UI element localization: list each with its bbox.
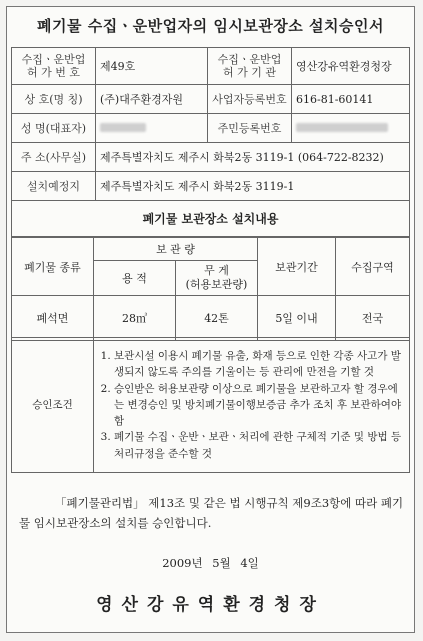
header-weight-main: 무 게 <box>204 264 229 278</box>
company-label: 상 호(명 칭) <box>12 85 96 114</box>
conditions-list <box>94 338 410 473</box>
bizno-value: 616-81-60141 <box>292 85 410 114</box>
company-value: (주)대주환경자원 <box>96 85 208 114</box>
condition-item: 2. 승인받은 허용보관량 이상으로 폐기물을 보관하고자 할 경우에는 변경승인 및 방치폐기물이행보증금 추가 조치 후 보관하여야 함 <box>114 381 405 430</box>
header-volume: 용 적 <box>94 261 176 296</box>
address-label: 주 소(사무실) <box>12 143 96 172</box>
name-label: 성 명(대표자) <box>12 114 96 143</box>
row-area: 전국 <box>336 296 410 341</box>
condition-item: 1. 보관시설 이용시 폐기물 유출, 화재 등으로 인한 각종 사고가 발생되지 않도록 주의를 기울이는 등 관리에 만전을 기할 것 <box>114 348 405 381</box>
header-weight-sub: (허용보관량) <box>185 278 248 291</box>
storage-table <box>11 237 410 341</box>
certificate-document <box>6 6 415 633</box>
row-volume: 28㎥ <box>94 296 176 341</box>
header-period: 보관기간 <box>258 238 336 296</box>
issue-date: 2009년 5월 4일 <box>162 556 259 570</box>
permit-agency-value: 영산강유역환경청장 <box>292 48 410 85</box>
header-storage: 보 관 량 <box>94 238 258 261</box>
approval-text: 「폐기물관리법」 제13조 및 같은 법 시행규칙 제9조3항에 따라 폐기물 임시보관장소의 설치를 승인합니다. <box>19 496 404 531</box>
resid-value-redacted <box>292 114 410 143</box>
row-period: 5일 이내 <box>258 296 336 341</box>
conditions-table <box>11 337 410 473</box>
bizno-label: 사업자등록번호 <box>208 85 292 114</box>
conditions-label: 승인조건 <box>12 338 94 473</box>
permit-no-value: 제49호 <box>96 48 208 85</box>
document-title: 폐기물 수집ㆍ운반업자의 임시보관장소 설치승인서 <box>37 17 384 35</box>
install-value: 제주특별자치도 제주시 화북2동 3119-1 <box>96 172 410 201</box>
condition-item: 3. 폐기물 수집ㆍ운반ㆍ보관ㆍ처리에 관한 구체적 기준 및 방법 등 처리규정을 준수할 것 <box>114 429 405 462</box>
issuer-name: 영산강유역환경청장 <box>96 595 325 615</box>
row-weight: 42톤 <box>176 296 258 341</box>
header-waste-type: 폐기물 종류 <box>12 238 94 296</box>
header-weight <box>176 261 258 296</box>
resid-label: 주민등록번호 <box>208 114 292 143</box>
row-waste-type: 폐석면 <box>12 296 94 341</box>
header-area: 수집구역 <box>336 238 410 296</box>
applicant-info-table <box>11 47 410 201</box>
name-value-redacted <box>96 114 208 143</box>
section-title: 폐기물 보관장소 설치내용 <box>11 201 410 237</box>
install-label: 설치예정지 <box>12 172 96 201</box>
permit-no-label: 수집ㆍ운반업 허 가 번 호 <box>12 48 96 85</box>
permit-agency-label: 수집ㆍ운반업 허 가 기 관 <box>208 48 292 85</box>
address-value: 제주특별자치도 제주시 화북2동 3119-1 (064-722-8232) <box>96 143 410 172</box>
